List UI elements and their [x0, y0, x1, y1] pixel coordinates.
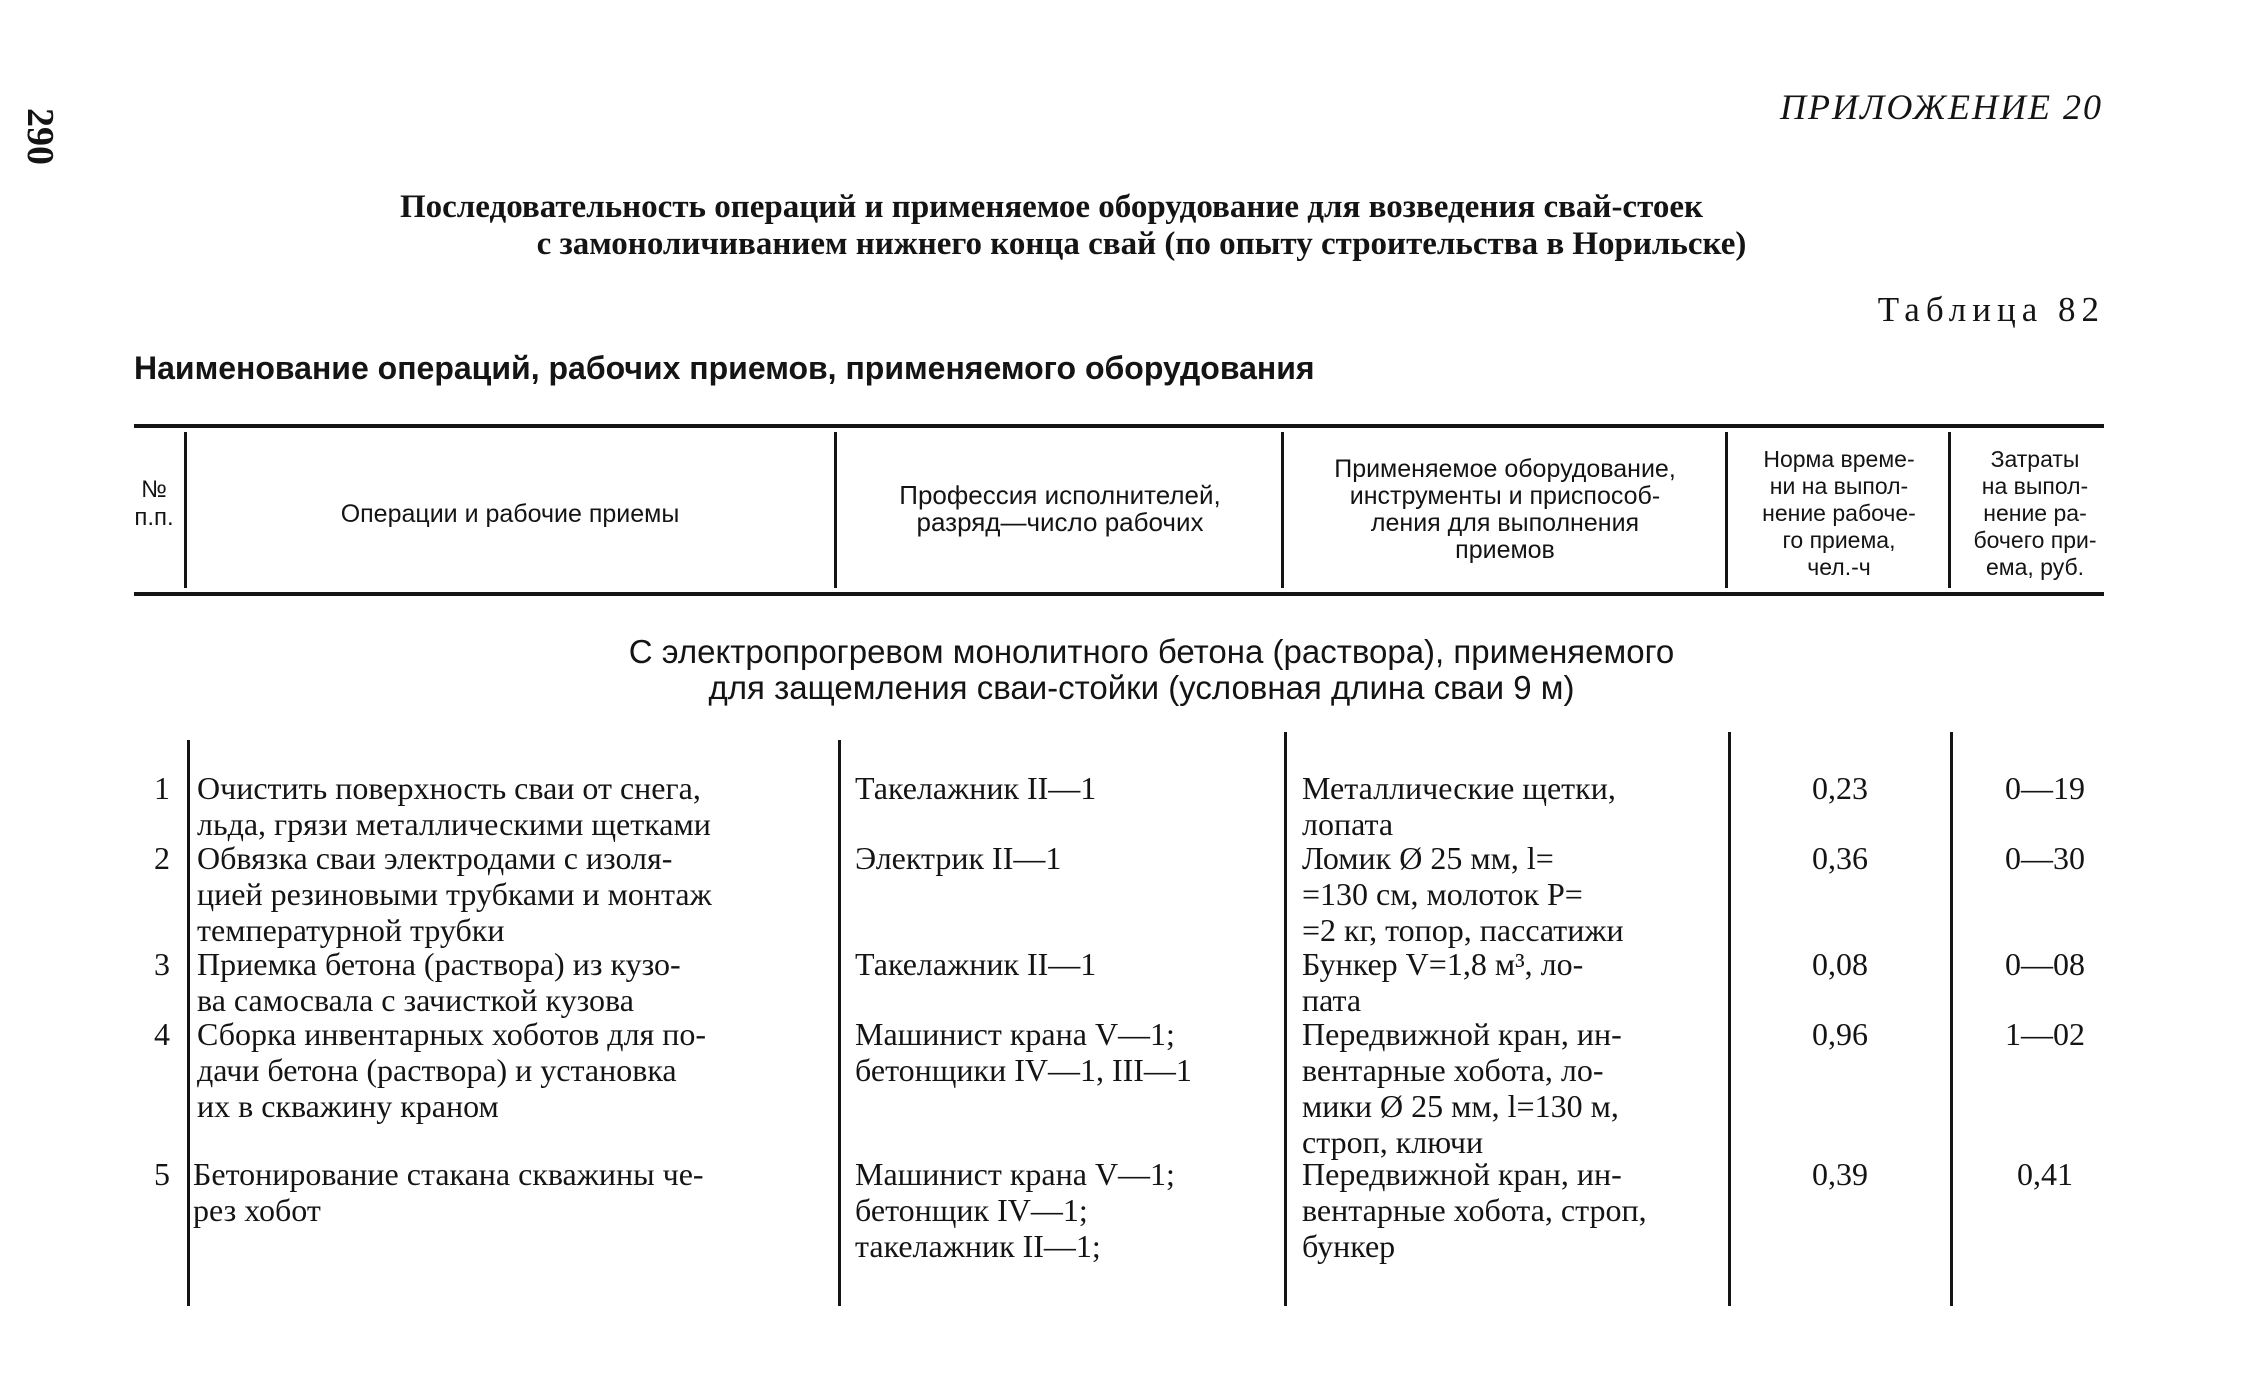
operation-cell: Приемка бетона (раствора) из кузо- ва самосвала с зачисткой кузова — [197, 946, 681, 1018]
norm-cell: 0,39 — [1812, 1156, 1868, 1192]
page-number: 290 — [19, 108, 61, 165]
equipment-cell: Передвижной кран, ин- вентарные хобота, ло- мики Ø 25 мм, l=130 м, строп, ключи — [1302, 1016, 1622, 1160]
header-divider — [184, 432, 187, 588]
header-divider — [1281, 432, 1284, 588]
column-header-operations: Операции и рабочие приемы — [340, 500, 680, 528]
norm-cell: 0,96 — [1812, 1016, 1868, 1052]
row-number: 1 — [154, 770, 170, 806]
body-divider — [187, 740, 190, 1306]
cost-cell: 0—08 — [2005, 946, 2085, 982]
equipment-cell: Ломик Ø 25 мм, l= =130 см, молоток P= =2 кг, топор, пассатижи — [1302, 840, 1624, 948]
norm-cell: 0,08 — [1812, 946, 1868, 982]
profession-cell: Такелажник II—1 — [855, 770, 1097, 806]
table-top-rule — [134, 424, 2104, 428]
profession-cell: Машинист крана V—1; бетонщик IV—1; такелажник II—1; — [855, 1156, 1175, 1264]
cost-cell: 0—30 — [2005, 840, 2085, 876]
body-divider — [838, 740, 841, 1306]
equipment-cell: Металлические щетки, лопата — [1302, 770, 1616, 842]
appendix-label: ПРИЛОЖЕНИЕ 20 — [1780, 87, 2103, 127]
column-header-equipment: Применяемое оборудование, инструменты и приспособ- ления для выполнения приемов — [1334, 455, 1676, 564]
row-number: 4 — [154, 1016, 170, 1052]
cost-cell: 0—19 — [2005, 770, 2085, 806]
document-title-line-1: Последовательность операций и применяемое оборудование для возведения свай-стоек — [399, 189, 1704, 225]
section-heading: Наименование операций, рабочих приемов, применяемого оборудования — [134, 350, 1315, 386]
document-title-line-2: с замоноличиванием нижнего конца свай (по опыту строительства в Норильске) — [536, 226, 1747, 262]
header-divider — [834, 432, 837, 588]
table-subheading-line-2: для защемления сваи-стойки (условная длина сваи 9 м) — [708, 669, 1575, 706]
profession-cell: Такелажник II—1 — [855, 946, 1097, 982]
norm-cell: 0,36 — [1812, 840, 1868, 876]
body-divider — [1950, 732, 1953, 1306]
body-divider — [1728, 732, 1731, 1306]
row-number: 5 — [154, 1156, 170, 1192]
operation-cell: Очистить поверхность сваи от снега, льда, грязи металлическими щетками — [197, 770, 711, 842]
header-divider — [1725, 432, 1728, 588]
equipment-cell: Передвижной кран, ин- вентарные хобота, строп, бункер — [1302, 1156, 1647, 1264]
cost-cell: 1—02 — [2005, 1016, 2085, 1052]
cost-cell: 0,41 — [2017, 1156, 2073, 1192]
profession-cell: Машинист крана V—1; бетонщики IV—1, III—1 — [855, 1016, 1192, 1088]
operation-cell: Обвязка сваи электродами с изоля- цией резиновыми трубками и монтаж температурной трубки — [197, 840, 712, 948]
row-number: 3 — [154, 946, 170, 982]
table-number: Таблица 82 — [1877, 290, 2105, 329]
operation-cell: Сборка инвентарных хоботов для по- дачи бетона (раствора) и установка их в скважину краном — [197, 1016, 707, 1124]
header-bottom-rule — [134, 592, 2104, 596]
equipment-cell: Бункер V=1,8 м³, ло- пата — [1302, 946, 1584, 1018]
profession-cell: Электрик II—1 — [855, 840, 1062, 876]
column-header-number: № п.п. — [134, 476, 174, 531]
column-header-cost: Затраты на выпол- нение ра- бочего при- ема, руб. — [1973, 446, 2097, 580]
row-number: 2 — [154, 840, 170, 876]
body-divider — [1284, 732, 1287, 1306]
column-header-profession: Профессия исполнителей, разряд—число рабочих — [899, 480, 1221, 537]
table-subheading-line-1: С электропрогревом монолитного бетона (раствора), применяемого — [628, 633, 1675, 670]
column-header-norm: Норма време- ни на выпол- нение рабоче- го приема, чел.-ч — [1762, 446, 1916, 580]
norm-cell: 0,23 — [1812, 770, 1868, 806]
operation-cell: Бетонирование стакана скважины че- рез хобот — [193, 1156, 704, 1228]
